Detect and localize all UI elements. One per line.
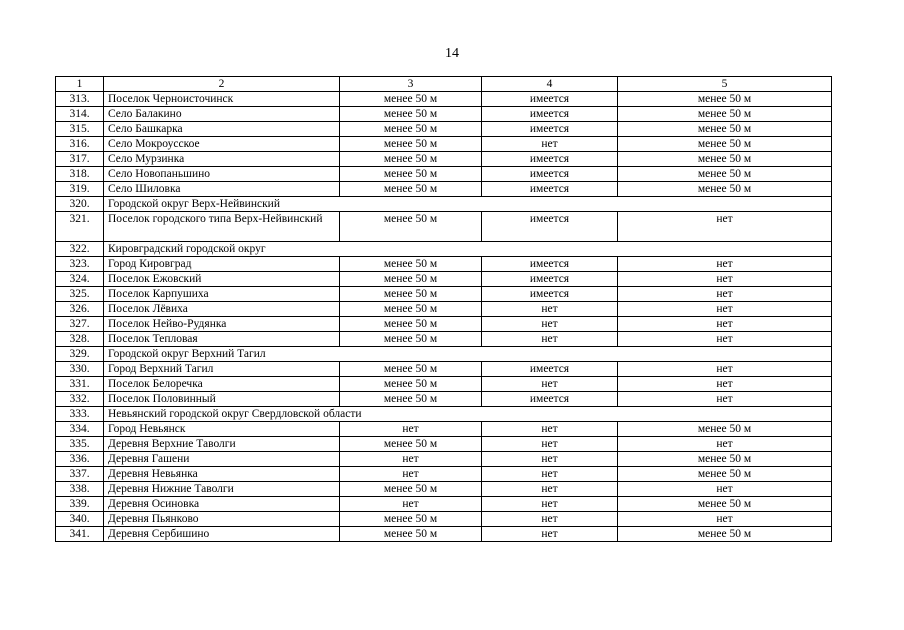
column-4-value: нет [482, 452, 618, 467]
table-row [56, 437, 832, 452]
row-number: 340. [56, 512, 104, 527]
column-3-value: нет [340, 497, 482, 512]
settlement-name: Поселок Белоречка [104, 377, 340, 392]
settlement-name: Город Кировград [104, 257, 340, 272]
table-row [56, 167, 832, 182]
settlement-name: Село Балакино [104, 107, 340, 122]
column-4-value: нет [482, 482, 618, 497]
column-5-value: менее 50 м [618, 527, 832, 542]
column-4-value: имеется [482, 182, 618, 197]
table-row [56, 92, 832, 107]
column-header-4: 4 [482, 77, 618, 92]
column-4-value: имеется [482, 257, 618, 272]
table-row [56, 512, 832, 527]
column-5-value: менее 50 м [618, 107, 832, 122]
column-5-value: менее 50 м [618, 497, 832, 512]
settlement-name: Село Новопаньшино [104, 167, 340, 182]
column-5-value: нет [618, 212, 832, 242]
column-4-value: имеется [482, 212, 618, 242]
column-4-value: нет [482, 497, 618, 512]
row-number: 322. [56, 242, 104, 257]
table-row [56, 422, 832, 437]
settlement-name: Село Шиловка [104, 182, 340, 197]
table-row [56, 137, 832, 152]
column-3-value: менее 50 м [340, 212, 482, 242]
table-row [56, 482, 832, 497]
settlement-name: Деревня Нижние Таволги [104, 482, 340, 497]
row-number: 323. [56, 257, 104, 272]
column-3-value: менее 50 м [340, 527, 482, 542]
column-5-value: менее 50 м [618, 167, 832, 182]
column-5-value: нет [618, 362, 832, 377]
row-number: 325. [56, 287, 104, 302]
column-3-value: нет [340, 452, 482, 467]
column-4-value: имеется [482, 167, 618, 182]
row-number: 328. [56, 332, 104, 347]
column-3-value: менее 50 м [340, 302, 482, 317]
table-row [56, 287, 832, 302]
column-4-value: нет [482, 422, 618, 437]
table-row [56, 392, 832, 407]
column-4-value: нет [482, 437, 618, 452]
column-5-value: менее 50 м [618, 467, 832, 482]
settlements-table [55, 76, 832, 542]
table-group-row [56, 407, 832, 422]
settlement-name: Деревня Верхние Таволги [104, 437, 340, 452]
row-number: 336. [56, 452, 104, 467]
group-name: Городской округ Верх-Нейвинский [104, 197, 832, 212]
row-number: 315. [56, 122, 104, 137]
table-row [56, 497, 832, 512]
column-3-value: менее 50 м [340, 167, 482, 182]
row-number: 341. [56, 527, 104, 542]
column-3-value: менее 50 м [340, 107, 482, 122]
table-row [56, 212, 832, 242]
column-4-value: нет [482, 317, 618, 332]
column-3-value: менее 50 м [340, 332, 482, 347]
row-number: 333. [56, 407, 104, 422]
settlement-name: Поселок городского типа Верх-Нейвинский [104, 212, 340, 242]
column-3-value: нет [340, 467, 482, 482]
column-3-value: менее 50 м [340, 122, 482, 137]
settlement-name: Поселок Половинный [104, 392, 340, 407]
table-row [56, 362, 832, 377]
row-number: 339. [56, 497, 104, 512]
row-number: 338. [56, 482, 104, 497]
column-5-value: нет [618, 257, 832, 272]
settlement-name: Город Невьянск [104, 422, 340, 437]
column-4-value: нет [482, 137, 618, 152]
settlement-name: Поселок Нейво-Рудянка [104, 317, 340, 332]
row-number: 314. [56, 107, 104, 122]
column-5-value: менее 50 м [618, 152, 832, 167]
column-header-3: 3 [340, 77, 482, 92]
column-3-value: менее 50 м [340, 482, 482, 497]
column-3-value: менее 50 м [340, 272, 482, 287]
column-header-1: 1 [56, 77, 104, 92]
column-5-value: менее 50 м [618, 452, 832, 467]
column-3-value: менее 50 м [340, 317, 482, 332]
settlement-name: Город Верхний Тагил [104, 362, 340, 377]
column-4-value: имеется [482, 122, 618, 137]
table-row [56, 317, 832, 332]
column-4-value: имеется [482, 287, 618, 302]
settlement-name: Деревня Гашени [104, 452, 340, 467]
column-3-value: менее 50 м [340, 257, 482, 272]
column-5-value: нет [618, 302, 832, 317]
table-row [56, 377, 832, 392]
column-3-value: менее 50 м [340, 182, 482, 197]
column-4-value: нет [482, 527, 618, 542]
settlement-name: Село Башкарка [104, 122, 340, 137]
row-number: 331. [56, 377, 104, 392]
table-header-row [56, 77, 832, 92]
column-5-value: нет [618, 512, 832, 527]
settlement-name: Деревня Сербишино [104, 527, 340, 542]
page-number: 14 [445, 46, 459, 61]
column-3-value: менее 50 м [340, 152, 482, 167]
column-5-value: менее 50 м [618, 182, 832, 197]
column-4-value: имеется [482, 392, 618, 407]
column-header-2: 2 [104, 77, 340, 92]
column-3-value: менее 50 м [340, 92, 482, 107]
table-row [56, 122, 832, 137]
table-row [56, 272, 832, 287]
row-number: 327. [56, 317, 104, 332]
row-number: 337. [56, 467, 104, 482]
column-4-value: нет [482, 332, 618, 347]
row-number: 334. [56, 422, 104, 437]
row-number: 329. [56, 347, 104, 362]
row-number: 324. [56, 272, 104, 287]
settlement-name: Поселок Черноисточинск [104, 92, 340, 107]
table-row [56, 452, 832, 467]
column-5-value: менее 50 м [618, 422, 832, 437]
column-4-value: имеется [482, 272, 618, 287]
column-4-value: нет [482, 512, 618, 527]
row-number: 317. [56, 152, 104, 167]
settlement-name: Деревня Пьянково [104, 512, 340, 527]
column-5-value: нет [618, 272, 832, 287]
table-row [56, 182, 832, 197]
column-5-value: нет [618, 317, 832, 332]
table-group-row [56, 197, 832, 212]
settlement-name: Поселок Лёвиха [104, 302, 340, 317]
row-number: 326. [56, 302, 104, 317]
column-4-value: имеется [482, 107, 618, 122]
column-3-value: менее 50 м [340, 287, 482, 302]
column-5-value: менее 50 м [618, 122, 832, 137]
column-5-value: нет [618, 482, 832, 497]
column-3-value: менее 50 м [340, 377, 482, 392]
table-row [56, 467, 832, 482]
settlement-name: Поселок Ежовский [104, 272, 340, 287]
table-row [56, 152, 832, 167]
column-3-value: менее 50 м [340, 512, 482, 527]
group-name: Невьянский городской округ Свердловской области [104, 407, 832, 422]
settlement-name: Поселок Карпушиха [104, 287, 340, 302]
column-5-value: нет [618, 377, 832, 392]
column-3-value: менее 50 м [340, 392, 482, 407]
group-name: Кировградский городской округ [104, 242, 832, 257]
row-number: 321. [56, 212, 104, 242]
table-row [56, 107, 832, 122]
row-number: 335. [56, 437, 104, 452]
column-4-value: нет [482, 302, 618, 317]
column-4-value: нет [482, 377, 618, 392]
table-row [56, 527, 832, 542]
column-5-value: менее 50 м [618, 92, 832, 107]
settlement-name: Село Мурзинка [104, 152, 340, 167]
table-group-row [56, 347, 832, 362]
row-number: 319. [56, 182, 104, 197]
column-3-value: менее 50 м [340, 362, 482, 377]
column-5-value: нет [618, 392, 832, 407]
row-number: 318. [56, 167, 104, 182]
column-5-value: менее 50 м [618, 137, 832, 152]
settlement-name: Село Мокроусское [104, 137, 340, 152]
column-4-value: имеется [482, 362, 618, 377]
row-number: 313. [56, 92, 104, 107]
settlement-name: Деревня Невьянка [104, 467, 340, 482]
table-body [56, 77, 832, 542]
column-header-5: 5 [618, 77, 832, 92]
column-3-value: нет [340, 422, 482, 437]
table-row [56, 302, 832, 317]
settlement-name: Поселок Тепловая [104, 332, 340, 347]
column-4-value: имеется [482, 92, 618, 107]
column-4-value: имеется [482, 152, 618, 167]
column-5-value: нет [618, 287, 832, 302]
column-5-value: нет [618, 332, 832, 347]
row-number: 316. [56, 137, 104, 152]
row-number: 320. [56, 197, 104, 212]
group-name: Городской округ Верхний Тагил [104, 347, 832, 362]
table-group-row [56, 242, 832, 257]
row-number: 332. [56, 392, 104, 407]
table-row [56, 332, 832, 347]
column-5-value: нет [618, 437, 832, 452]
column-4-value: нет [482, 467, 618, 482]
column-3-value: менее 50 м [340, 437, 482, 452]
settlement-name: Деревня Осиновка [104, 497, 340, 512]
table-row [56, 257, 832, 272]
column-3-value: менее 50 м [340, 137, 482, 152]
row-number: 330. [56, 362, 104, 377]
